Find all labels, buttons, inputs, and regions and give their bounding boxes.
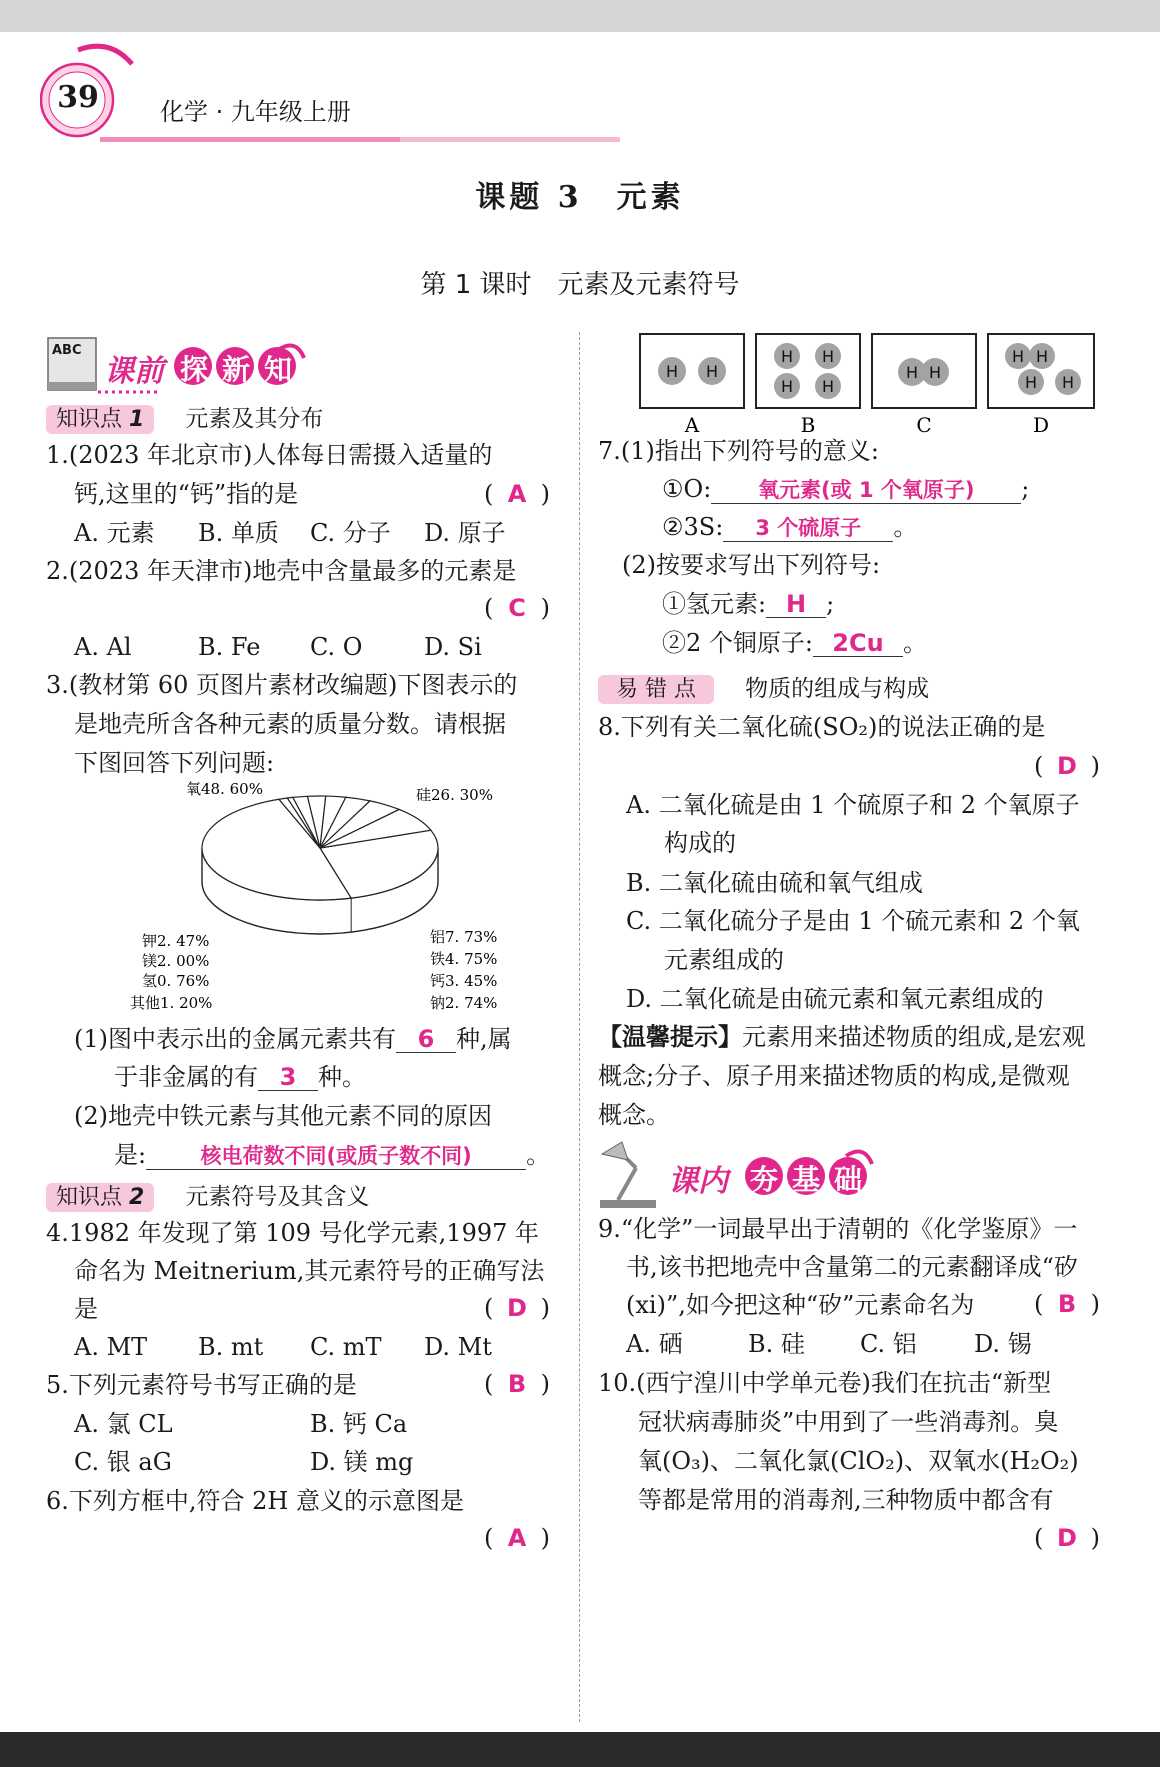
q7-a — [662, 474, 1029, 504]
bottom-bar — [0, 1732, 1160, 1767]
label-oxygen: 氧48. 60% — [186, 780, 263, 798]
q1-answer-paren: ( A ) — [484, 480, 550, 508]
error-point-tag: 易 错 点 — [598, 675, 714, 704]
q3-sub1-answer-2: 3 — [258, 1064, 318, 1091]
box-a-label: A — [684, 413, 700, 436]
q5-answer: B — [507, 1370, 527, 1398]
q4-answer-paren: ( D ) — [484, 1294, 550, 1322]
q9-option-c: C. 铝 — [860, 1330, 917, 1358]
q7-c — [662, 589, 834, 619]
q7-d-answer: 2Cu — [813, 630, 903, 657]
q3-sub2-text-b: 是: — [114, 1141, 147, 1169]
q3-sub2-answer: 核电荷数不同(或质子数不同) — [146, 1143, 526, 1170]
q4-answer: D — [507, 1294, 527, 1322]
q9-option-a: A. 硒 — [626, 1330, 683, 1358]
box-d-label: D — [1032, 413, 1050, 436]
q8-option-a-line1: A. 二氧化硫是由 1 个硫原子和 2 个氧原子 — [626, 791, 1080, 819]
q7-d-label: ②2 个铜原子: — [662, 629, 813, 657]
q5-answer-paren: ( B ) — [484, 1370, 550, 1398]
q7-b-label: ②3S: — [662, 513, 724, 541]
q1-option-d: D. 原子 — [424, 519, 506, 547]
q3-sub1-text-a: (1)图中表示出的金属元素共有 — [74, 1025, 396, 1053]
q1-option-b: B. 单质 — [198, 519, 279, 547]
kp1-title: 元素及其分布 — [185, 406, 324, 432]
subject-label: 化学 · 九年级上册 — [160, 98, 351, 126]
knowledge-point-1 — [46, 400, 323, 433]
q9-answer-paren: ( B ) — [1034, 1290, 1100, 1318]
box-d-atom-3: H — [1024, 373, 1038, 392]
q6-answer: A — [507, 1524, 527, 1552]
q3-sub1-text-b: 种,属 — [456, 1025, 512, 1053]
q7-line2: (2)按要求写出下列符号: — [622, 551, 881, 579]
label-sodium: 钠2. 74% — [430, 994, 498, 1012]
q1-line2: 钙,这里的“钙”指的是 — [74, 480, 299, 508]
box-c-label: C — [916, 413, 932, 436]
box-c — [872, 334, 976, 436]
banner2-word-4: 础 — [834, 1163, 863, 1196]
box-b-atom-4: H — [821, 377, 835, 396]
q2-line1: 2.(2023 年天津市)地壳中含量最多的元素是 — [46, 557, 517, 585]
banner2-word-3: 基 — [792, 1163, 821, 1196]
book-icon-text: ABC — [52, 343, 82, 358]
page — [0, 32, 1160, 1732]
page-number: 39 — [57, 80, 99, 115]
q5-option-a: A. 氯 CL — [74, 1410, 173, 1438]
knowledge-point-2 — [46, 1178, 369, 1211]
kp1-num: 1 — [129, 407, 145, 432]
q4-option-c: C. mT — [310, 1333, 382, 1361]
label-iron: 铁4. 75% — [430, 950, 498, 968]
box-b-atom-1: H — [780, 347, 794, 366]
kp2-num: 2 — [129, 1185, 145, 1210]
q7-b-end: 。 — [893, 513, 918, 541]
tip-line2: 概念;分子、原子用来描述物质的构成,是微观 — [598, 1062, 1070, 1090]
q2-answer: C — [508, 594, 526, 622]
box-d-atom-4: H — [1061, 373, 1075, 392]
q4-option-d: D. Mt — [424, 1333, 492, 1361]
q3-sub1-answer-1: 6 — [396, 1026, 456, 1053]
q10-line2: 冠状病毒肺炎”中用到了一些消毒剂。臭 — [638, 1408, 1059, 1436]
q8-option-a-line2: 构成的 — [664, 829, 736, 857]
box-d — [988, 334, 1094, 436]
column-divider — [579, 332, 580, 1722]
kp1-tag: 知识点 — [56, 407, 123, 432]
q9-line2: 书,该书把地壳中含量第二的元素翻译成“矽 — [626, 1253, 1078, 1281]
q3-line2: 是地壳所含各种元素的质量分数。请根据 — [74, 710, 506, 738]
q4-option-a: A. MT — [74, 1333, 148, 1361]
q7-b — [662, 512, 917, 542]
tip-line3: 概念。 — [598, 1101, 670, 1129]
q9-answer: B — [1057, 1290, 1077, 1318]
q7-a-answer: 氧元素(或 1 个氧原子) — [711, 477, 1021, 504]
q8-answer-paren: ( D ) — [1034, 752, 1100, 780]
atom-diagram — [638, 332, 1098, 436]
q10-line1: 10.(西宁湟川中学单元卷)我们在抗击“新型 — [598, 1369, 1052, 1397]
kp2-tag: 知识点 — [56, 1185, 123, 1210]
q10-answer: D — [1057, 1524, 1077, 1552]
q2-option-c: C. O — [310, 633, 363, 661]
q7-d-end: 。 — [902, 629, 927, 657]
q7-c-label: ①氢元素: — [662, 590, 767, 618]
tip-text-1: 元素用来描述物质的组成,是宏观 — [742, 1023, 1086, 1051]
pie-chart — [130, 770, 510, 1020]
q6-line1: 6.下列方框中,符合 2H 意义的示意图是 — [46, 1487, 464, 1515]
label-aluminum: 铝7. 73% — [430, 928, 498, 946]
q8-option-c-line2: 元素组成的 — [664, 946, 784, 974]
label-calcium: 钙3. 45% — [430, 972, 498, 990]
q5-option-b: B. 钙 Ca — [310, 1410, 408, 1438]
q8-option-d: D. 二氧化硫是由硫元素和氧元素组成的 — [626, 985, 1044, 1013]
q8-option-c-line1: C. 二氧化硫分子是由 1 个硫元素和 2 个氧 — [626, 907, 1080, 935]
box-d-atom-1: H — [1011, 347, 1025, 366]
label-potassium: 钾2. 47% — [142, 932, 210, 950]
q9-option-b: B. 硅 — [748, 1330, 805, 1358]
box-b-atom-3: H — [780, 377, 794, 396]
q7-line1: 7.(1)指出下列符号的意义: — [598, 437, 879, 465]
q10-answer-paren: ( D ) — [1034, 1524, 1100, 1552]
kp2-title: 元素符号及其含义 — [185, 1184, 370, 1210]
q2-option-b: B. Fe — [198, 633, 261, 661]
tip-line1 — [598, 1022, 1086, 1052]
box-a — [640, 334, 744, 436]
page-subtitle: 第 1 课时 元素及元素符号 — [420, 270, 740, 300]
box-c-atom-1: H — [905, 363, 919, 382]
q4-line2: 命名为 Meitnerium,其元素符号的正确写法 — [74, 1257, 545, 1285]
banner-word-3: 新 — [222, 353, 251, 386]
box-b-label: B — [800, 413, 816, 436]
q4-option-b: B. mt — [198, 1333, 264, 1361]
q7-c-end: ; — [826, 590, 835, 618]
q7-b-answer: 3 个硫原子 — [723, 515, 893, 542]
q2-answer-paren: ( C ) — [484, 594, 550, 622]
q3-sub2-end: 。 — [526, 1141, 551, 1169]
q5-line1: 5.下列元素符号书写正确的是 — [46, 1371, 357, 1399]
q3-sub1-text-c: 于非金属的有 — [114, 1063, 258, 1091]
q3-sub2-line2 — [114, 1140, 550, 1170]
q3-sub1-text-d: 种。 — [318, 1063, 366, 1091]
q3-sub1-line1 — [74, 1024, 512, 1054]
banner2-word-1: 课内 — [668, 1164, 728, 1199]
q3-line1: 3.(教材第 60 页图片素材改编题)下图表示的 — [46, 671, 518, 699]
q3-sub1-line2 — [114, 1062, 366, 1092]
q1-option-c: C. 分子 — [310, 519, 391, 547]
label-hydrogen: 氢0. 76% — [142, 972, 210, 990]
q7-c-answer: H — [766, 591, 826, 618]
q4-line1: 4.1982 年发现了第 109 号化学元素,1997 年 — [46, 1219, 540, 1247]
error-point — [598, 670, 929, 703]
q1-line1: 1.(2023 年北京市)人体每日需摄入适量的 — [46, 441, 493, 469]
q4-line3: 是 — [74, 1295, 98, 1323]
q9-line1: 9.“化学”一词最早出于清朝的《化学鉴原》一 — [598, 1215, 1078, 1243]
label-magnesium: 镁2. 00% — [142, 952, 210, 970]
q2-option-a: A. Al — [74, 633, 132, 661]
q10-line4: 等都是常用的消毒剂,三种物质中都含有 — [638, 1486, 1054, 1514]
q7-d — [662, 628, 927, 658]
page-title: 课题 3 元素 — [475, 180, 685, 215]
q8-answer: D — [1057, 752, 1077, 780]
q9-option-d: D. 锡 — [974, 1330, 1032, 1358]
q5-option-c: C. 银 aG — [74, 1448, 172, 1476]
q3-line3: 下图回答下列问题: — [74, 749, 275, 777]
q8-option-b: B. 二氧化硫由硫和氧气组成 — [626, 869, 923, 897]
error-point-title: 物质的组成与构成 — [745, 676, 930, 702]
tip-label: 【温馨提示】 — [598, 1023, 742, 1051]
q1-option-a: A. 元素 — [74, 519, 155, 547]
banner-word-2: 探 — [180, 353, 209, 386]
box-b — [756, 334, 860, 436]
q9-line3: (xi)”,如今把这种“矽”元素命名为 — [626, 1291, 975, 1319]
q5-option-d: D. 镁 mg — [310, 1448, 414, 1476]
label-silicon: 硅26. 30% — [416, 786, 493, 804]
q7-a-label: ①O: — [662, 475, 712, 503]
q3-sub2-line1: (2)地壳中铁元素与其他元素不同的原因 — [74, 1102, 492, 1130]
banner-word-1: 课前 — [104, 354, 164, 389]
q8-line1: 8.下列有关二氧化硫(SO₂)的说法正确的是 — [598, 713, 1046, 741]
q7-a-end: ; — [1021, 475, 1030, 503]
q10-line3: 氧(O₃)、二氧化氯(ClO₂)、双氧水(H₂O₂) — [638, 1447, 1079, 1475]
banner-word-4: 知 — [264, 353, 293, 386]
box-d-atom-2: H — [1035, 347, 1049, 366]
box-c-atom-2: H — [928, 363, 942, 382]
box-a-atom-1: H — [665, 362, 679, 381]
q2-option-d: D. Si — [424, 633, 482, 661]
label-other: 其他1. 20% — [130, 994, 213, 1012]
box-b-atom-2: H — [821, 347, 835, 366]
banner2-word-2: 夯 — [750, 1163, 779, 1196]
box-a-atom-2: H — [705, 362, 719, 381]
q1-answer: A — [507, 480, 527, 508]
q6-answer-paren: ( A ) — [484, 1524, 550, 1552]
